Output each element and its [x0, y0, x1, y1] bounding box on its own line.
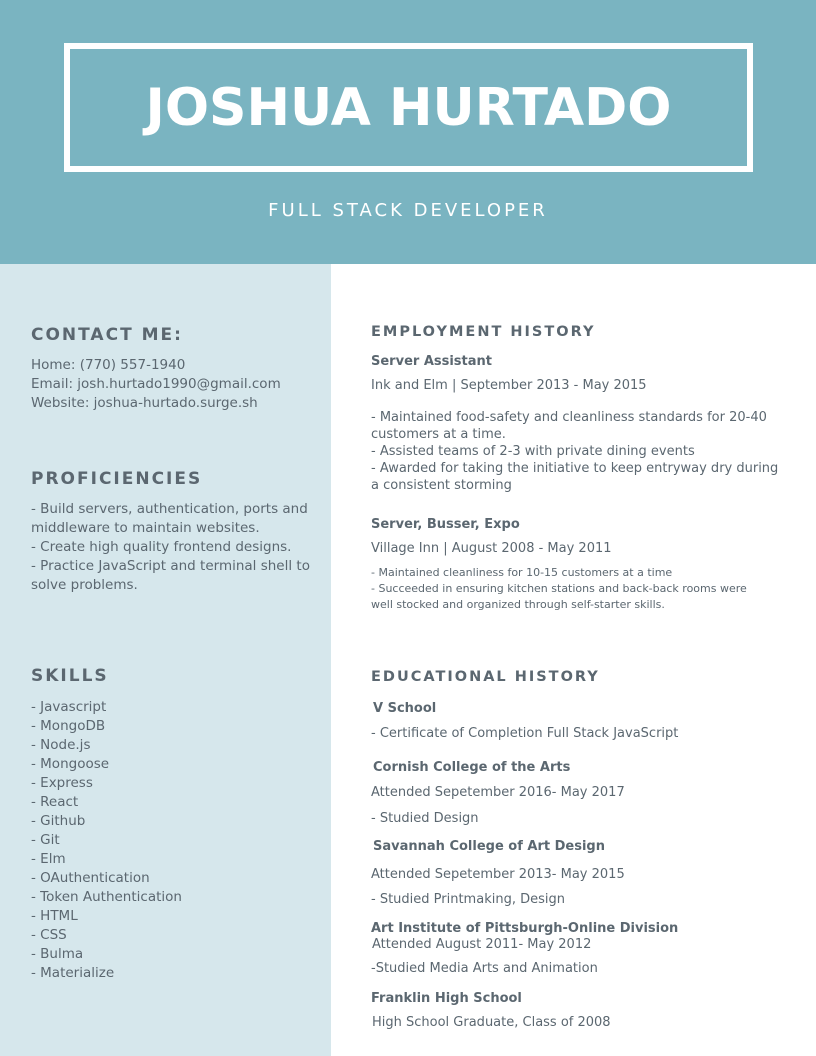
skill-item: - OAuthentication	[31, 870, 150, 886]
name-frame	[64, 43, 753, 172]
job-bullet: - Maintained cleanliness for 10-15 customers at a time	[371, 566, 673, 579]
school-name: V School	[373, 701, 437, 716]
school-detail: Attended Sepetember 2016- May 2017	[371, 785, 625, 800]
job-bullets	[371, 409, 783, 494]
employment-heading: EMPLOYMENT HISTORY	[371, 324, 596, 340]
person-name: JOSHUA HURTADO	[145, 77, 672, 138]
contact-email: Email: josh.hurtado1990@gmail.com	[31, 376, 281, 392]
job-bullet: - Assisted teams of 2-3 with private dining events	[371, 444, 695, 459]
skills-heading: SKILLS	[31, 666, 109, 686]
school-detail: High School Graduate, Class of 2008	[372, 1015, 611, 1030]
skill-item: - Github	[31, 813, 86, 829]
job-bullet: - Succeeded in ensuring kitchen stations and back-back rooms were well stocked and organized through self-starter skills.	[371, 582, 747, 611]
header-banner	[0, 0, 816, 264]
school-note: - Studied Printmaking, Design	[371, 892, 565, 907]
skill-item: - HTML	[31, 908, 78, 924]
skill-item: - Git	[31, 832, 60, 848]
skill-item: - Express	[31, 775, 93, 791]
contact-heading: CONTACT ME:	[31, 325, 183, 345]
skill-item: - Materialize	[31, 965, 115, 981]
skill-item: - Elm	[31, 851, 66, 867]
school-detail: Attended Sepetember 2013- May 2015	[371, 867, 625, 882]
job-bullet: - Maintained food-safety and cleanliness standards for 20-40 customers at a time.	[371, 410, 767, 442]
contact-phone: Home: (770) 557-1940	[31, 357, 186, 373]
job-title: FULL STACK DEVELOPER	[268, 200, 548, 221]
job-role: Server, Busser, Expo	[371, 517, 520, 532]
proficiency-item: - Practice JavaScript and terminal shell to solve problems.	[31, 558, 310, 593]
skill-item: - React	[31, 794, 79, 810]
school-note: - Studied Design	[371, 811, 479, 826]
proficiency-item: - Build servers, authentication, ports and middleware to maintain websites.	[31, 501, 308, 536]
skill-item: - Node.js	[31, 737, 91, 753]
proficiencies-list	[31, 500, 323, 595]
proficiencies-heading: PROFICIENCIES	[31, 469, 203, 489]
job-bullets	[371, 565, 771, 613]
skill-item: - Bulma	[31, 946, 84, 962]
job-bullet: - Awarded for taking the initiative to keep entryway dry during a consistent storming	[371, 461, 779, 493]
skill-item: - Javascript	[31, 699, 107, 715]
school-name: Cornish College of the Arts	[373, 760, 571, 775]
skill-item: - CSS	[31, 927, 67, 943]
school-detail: Attended August 2011- May 2012	[372, 937, 592, 952]
skill-item: - MongoDB	[31, 718, 106, 734]
contact-website: Website: joshua-hurtado.surge.sh	[31, 395, 258, 411]
school-name: Art Institute of Pittsburgh-Online Division	[371, 921, 679, 936]
job-place: Village Inn | August 2008 - May 2011	[371, 541, 612, 556]
school-name: Savannah College of Art Design	[373, 839, 605, 854]
job-role: Server Assistant	[371, 354, 493, 369]
school-name: Franklin High School	[371, 991, 522, 1006]
proficiency-item: - Create high quality frontend designs.	[31, 539, 292, 555]
job-place: Ink and Elm | September 2013 - May 2015	[371, 378, 647, 393]
education-heading: EDUCATIONAL HISTORY	[371, 669, 600, 685]
skill-item: - Token Authentication	[31, 889, 182, 905]
skill-item: - Mongoose	[31, 756, 110, 772]
contact-list	[31, 356, 281, 413]
school-note: -Studied Media Arts and Animation	[371, 961, 598, 976]
school-note: - Certificate of Completion Full Stack JavaScript	[371, 726, 679, 741]
skills-list	[31, 698, 182, 983]
